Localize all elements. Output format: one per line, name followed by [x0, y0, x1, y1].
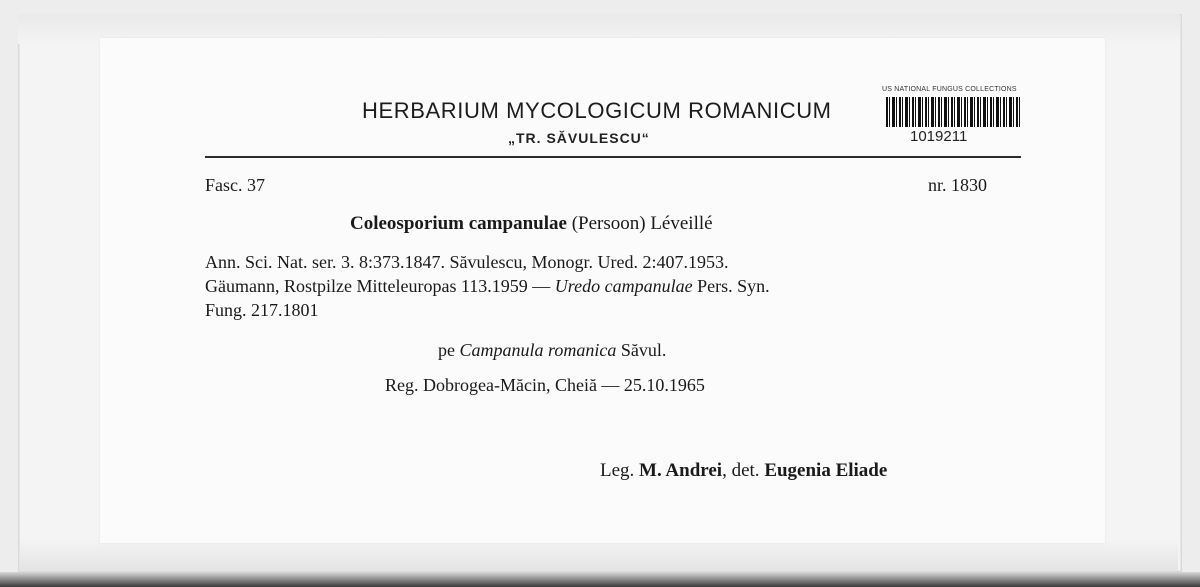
scan-bottom-edge	[0, 572, 1200, 587]
herbarium-subtitle: „TR. SĂVULESCU“	[508, 130, 650, 146]
citation-line-2-start: Gäumann, Rostpilze Mitteleuropas 113.1959 —	[205, 276, 555, 296]
fascicle-number: Fasc. 37	[205, 175, 265, 195]
leg-label: Leg.	[600, 460, 640, 481]
host-species: Campanula romanica	[459, 340, 617, 360]
collector-determiner	[600, 460, 887, 482]
locality-date: Reg. Dobrogea-Măcin, Cheiă — 25.10.1965	[385, 375, 705, 395]
citation-line-2	[205, 276, 770, 297]
barcode	[880, 86, 1025, 150]
citation-line-3: Fung. 217.1801	[205, 300, 319, 320]
barcode-number: 1019211	[910, 128, 968, 145]
species-name	[350, 213, 713, 235]
species-binomial: Coleosporium campanulae	[350, 213, 567, 234]
synonym-name: Uredo campanulae	[554, 276, 693, 296]
barcode-bars-icon	[886, 97, 1020, 127]
herbarium-name: HERBARIUM MYCOLOGICUM ROMANICUM	[362, 98, 832, 123]
specimen-number: nr. 1830	[928, 175, 988, 195]
citation-line-1: Ann. Sci. Nat. ser. 3. 8:373.1847. Săvulescu, Monogr. Ured. 2:407.1953.	[205, 252, 729, 272]
species-author: Léveillé	[650, 213, 713, 234]
barcode-caption: US NATIONAL FUNGUS COLLECTIONS	[882, 86, 1017, 93]
host-plant	[438, 340, 666, 361]
host-prefix: pe	[438, 340, 460, 360]
species-author-basionym: (Persoon)	[566, 213, 651, 234]
envelope-bottom-fold	[20, 540, 1178, 570]
determiner-name: Eugenia Eliade	[764, 460, 888, 481]
det-label: , det.	[722, 460, 765, 481]
citation-line-2-end: Pers. Syn.	[692, 276, 770, 296]
collector-name: M. Andrei	[639, 460, 723, 481]
header-divider	[205, 156, 1021, 158]
host-author: Săvul.	[616, 340, 667, 360]
